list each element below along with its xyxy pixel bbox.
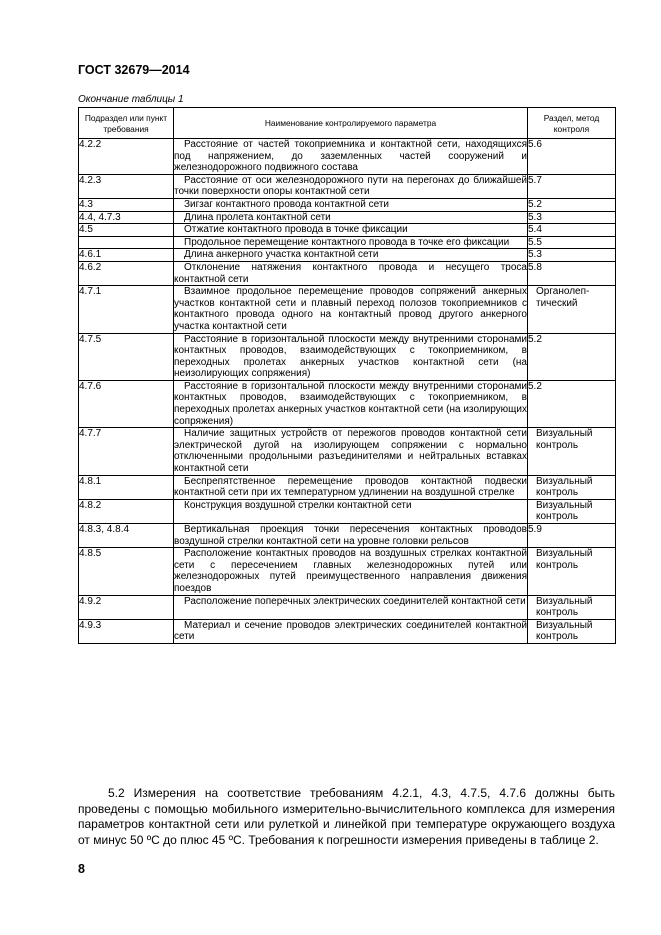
table-row xyxy=(79,224,616,237)
row-section-cell: 4.7.7 xyxy=(79,428,174,475)
row-parameter-cell: Расстояние от частей токоприемника и контактной сети, находящихся под напряжением, до заземленных частей сооружений и железнодорожного подвижного состава xyxy=(174,139,527,174)
row-parameter-cell: Материал и сечение проводов электрических соединителей контактной сети xyxy=(174,619,527,643)
row-parameter-cell: Беспрепятственное перемещение проводов контактной подвески контактной сети при их температурном удлинении на воздушной стрелке xyxy=(174,475,527,499)
row-method-cell: 5.6 xyxy=(528,139,616,175)
row-section-cell: 4.2.2 xyxy=(79,139,174,175)
header-parameter: Наименование контролируемого параметра xyxy=(174,108,528,139)
row-section-cell xyxy=(79,236,174,249)
row-method-cell: 5.9 xyxy=(528,524,616,548)
row-method-cell: Органолеп-тический xyxy=(528,286,616,333)
table-row xyxy=(79,548,616,595)
row-parameter-cell: Наличие защитных устройств от пережогов проводов контактной сети электрической дугой на изолирующем сопряжении с нормально отключенными продольными разъединителями и нейтральных вставках контактной сети xyxy=(174,428,527,475)
table-row xyxy=(79,139,616,175)
table-row xyxy=(79,198,616,211)
row-section-cell: 4.2.3 xyxy=(79,174,174,198)
paragraph-5-2: 5.2 Измерения на соответствие требованиям 4.2.1, 4.3, 4.7.5, 4.7.6 должны быть проведены с помощью мобильного измерительно-вычислительного комплекса для измерения параметров контактной сети или рулеткой и линейкой при температуре окружающего воздуха от минус 50 ºС до плюс 45 ºС. Требования к погрешности измерения приведены в таблице 2. xyxy=(78,786,615,847)
row-section-cell: 4.3 xyxy=(79,198,174,211)
header-section: Подраздел или пункт требования xyxy=(79,108,174,139)
row-parameter-cell: Конструкция воздушной стрелки контактной сети xyxy=(174,499,528,523)
row-section-cell: 4.9.2 xyxy=(79,595,174,619)
row-parameter-cell: Расстояние в горизонтальной плоскости между внутренними сторонами контактных проводов, взаимодействующих с токоприемником, в переходных пролетах анкерных участков контактной сети (на изолирующих сопряжения) xyxy=(174,380,527,427)
row-section-cell: 4.7.1 xyxy=(79,286,174,333)
row-parameter-cell: Зигзаг контактного провода контактной сети xyxy=(174,198,528,211)
row-parameter-cell: Отжатие контактного провода в точке фиксации xyxy=(174,224,528,237)
row-parameter-cell: Расположение контактных проводов на воздушных стрелках контактной сети с пересечением главных железнодорожных путей или железнодорожных путей преимущественного направления движения поездов xyxy=(174,548,527,594)
row-parameter-cell: Расстояние в горизонтальной плоскости между внутренними сторонами контактных проводов, взаимодействующих с токоприемником, в переходных пролетах анкерных участков контактной сети (на неизолирующих сопряжения) xyxy=(174,333,527,380)
table-row xyxy=(79,380,616,427)
row-section-cell: 4.5 xyxy=(79,224,174,237)
row-method-cell: 5.3 xyxy=(528,249,616,262)
table-header-row xyxy=(79,108,616,139)
row-section-cell: 4.8.5 xyxy=(79,548,174,595)
row-method-cell: Визуальный контроль xyxy=(528,619,616,643)
row-parameter-cell: Расстояние от оси железнодорожного пути на перегонах до ближайшей точки поверхности опоры контактной сети xyxy=(174,174,527,198)
row-method-cell: 5.2 xyxy=(528,198,616,211)
row-section-cell: 4.8.3, 4.8.4 xyxy=(79,524,174,548)
row-method-cell: 5.2 xyxy=(528,380,616,427)
row-method-cell: Визуальный контроль xyxy=(528,548,616,595)
page-number: 8 xyxy=(78,862,85,876)
header-method: Раздел, метод контроля xyxy=(528,108,616,139)
table-row xyxy=(79,211,616,224)
row-parameter-cell: Длина пролета контактной сети xyxy=(174,211,528,224)
table-row xyxy=(79,428,616,475)
row-section-cell: 4.9.3 xyxy=(79,619,174,643)
table-row xyxy=(79,261,616,285)
row-method-cell: Визуальный контроль xyxy=(528,595,616,619)
row-parameter-cell: Вертикальная проекция точки пересечения контактных проводов воздушной стрелки контактной сети на уровне головки рельсов xyxy=(174,524,527,547)
row-parameter-cell: Расположение поперечных электрических соединителей контактной сети xyxy=(174,595,528,619)
row-section-cell: 4.8.1 xyxy=(79,475,174,499)
row-method-cell: 5.5 xyxy=(528,236,616,249)
row-parameter-cell: Отклонение натяжения контактного провода и несущего троса контактной сети xyxy=(174,261,527,285)
row-method-cell: Визуальный контроль xyxy=(528,428,616,475)
row-parameter-cell: Длина анкерного участка контактной сети xyxy=(174,249,528,262)
row-parameter-cell: Взаимное продольное перемещение проводов сопряжений анкерных участков контактной сети и плавный переход полозов токоприемников с контактного провода одного на контактный провод другого анкерного участка контактной сети xyxy=(174,286,527,332)
table-row xyxy=(79,595,616,619)
table-row xyxy=(79,236,616,249)
table-body xyxy=(79,139,616,644)
row-method-cell: 5.2 xyxy=(528,333,616,380)
table-row xyxy=(79,174,616,198)
row-method-cell: 5.8 xyxy=(528,261,616,285)
table-caption: Окончание таблицы 1 xyxy=(78,94,184,105)
table-row xyxy=(79,619,616,643)
row-section-cell: 4.7.6 xyxy=(79,380,174,427)
row-method-cell: 5.4 xyxy=(528,224,616,237)
table-row xyxy=(79,475,616,499)
row-parameter-cell: Продольное перемещение контактного провода в точке его фиксации xyxy=(174,236,528,249)
table-row xyxy=(79,249,616,262)
table-row xyxy=(79,286,616,333)
table-row xyxy=(79,333,616,380)
row-method-cell: Визуальный контроль xyxy=(528,499,616,523)
document-header: ГОСТ 32679—2014 xyxy=(78,63,190,77)
row-method-cell: 5.3 xyxy=(528,211,616,224)
row-section-cell: 4.6.1 xyxy=(79,249,174,262)
row-section-cell: 4.6.2 xyxy=(79,261,174,285)
row-section-cell: 4.4, 4.7.3 xyxy=(79,211,174,224)
row-section-cell: 4.7.5 xyxy=(79,333,174,380)
table-row xyxy=(79,524,616,548)
row-section-cell: 4.8.2 xyxy=(79,499,174,523)
table-row xyxy=(79,499,616,523)
row-method-cell: 5.7 xyxy=(528,174,616,198)
parameters-table xyxy=(78,107,616,644)
row-method-cell: Визуальный контроль xyxy=(528,475,616,499)
